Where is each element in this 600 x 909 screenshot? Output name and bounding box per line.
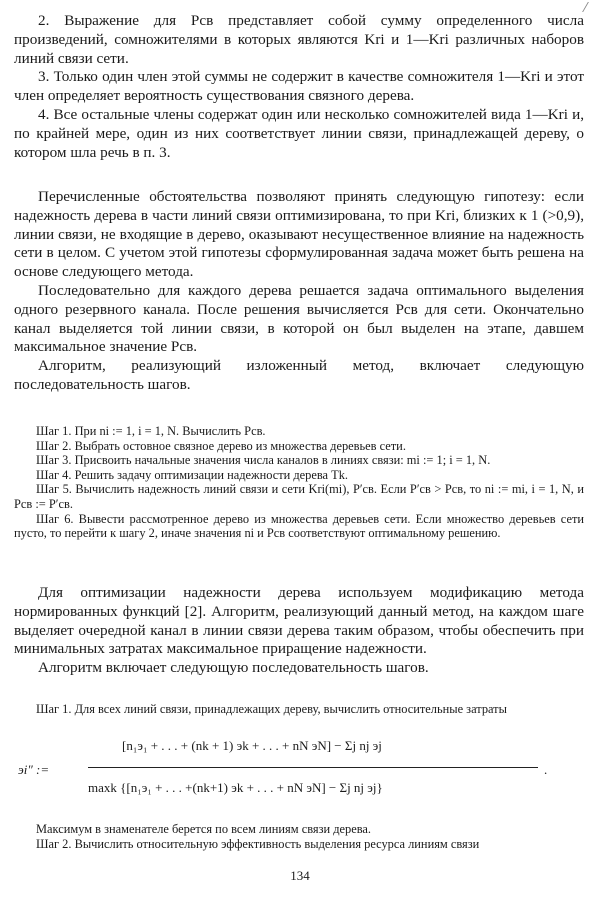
pencil-mark <box>582 2 600 12</box>
paragraph-optimization: Для оптимизации надежности дерева используем модификацию метода нормированных функций [2]. Алгоритм, реализующий данный метод, на каждом шаге выделяет очередной канал в линии связи дерева таким образом, чтобы обеспечить при минимальных затратах максимальное приращение надежности. <box>14 584 584 658</box>
paragraph-hypothesis: Перечисленные обстоятельства позволяют принять следующую гипотезу: если надежность дерева в части линий связи оптимизирована, то при Kri, близких к 1 (>0,9), линии связи, не входящие в дерево, оказывают несущественное влияние на надежность сети в целом. С учетом этой гипотезы сформулированная задача может быть решена на основе следующего метода. <box>14 188 584 281</box>
section-list <box>14 12 584 162</box>
step-1b-block <box>14 702 584 717</box>
step-4: Шаг 4. Решить задачу оптимизации надежности дерева Tk. <box>36 467 349 482</box>
formula-numerator: [n₁э₁ + . . . + (nk + 1) эk + . . . + nN эN] − Σj nj эj <box>122 738 382 753</box>
relative-cost-formula <box>14 732 584 826</box>
paragraph-method: Последовательно для каждого дерева решается задача оптимального выделения одного резервного канала. После решения вычисляется Pсв для сети. Окончательно канал выделяется той линии связи, в которой он был выделен на этапе, давшем максимальное значение Pсв. <box>14 281 584 356</box>
fraction-bar <box>88 767 538 768</box>
formula-denominator: maxk {[n₁э₁ + . . . +(nk+1) эk + . . . + nN эN] − Σj nj эj} <box>88 780 383 795</box>
section-tail <box>14 822 584 851</box>
formula-period: . <box>544 762 548 777</box>
paragraph-item-2: 2. Выражение для Pсв представляет собой сумму определенного числа произведений, сомножителями в которых являются Kri и 1—Kri различных наборов линий связи сети. <box>14 12 584 67</box>
step-1: Шаг 1. При ni := 1, i = 1, N. Вычислить Pсв. <box>36 424 266 438</box>
step-1b: Шаг 1. Для всех линий связи, принадлежащих дереву, вычислить относительные затраты <box>36 702 507 716</box>
paragraph-algorithm-intro: Алгоритм, реализующий изложенный метод, включает следующую последовательность шагов. <box>14 357 584 393</box>
paragraph-steps-intro: Алгоритм включает следующую последовательность шагов. <box>38 659 429 677</box>
section-optimization <box>14 584 584 678</box>
step-6: Шаг 6. Вывести рассмотренное дерево из множества деревьев сети. Если множество деревьев сети пусто, то перейти к шагу 2, иначе значения ni и Pсв соответствуют оптимальному решению. <box>14 511 584 541</box>
steps-list-1 <box>14 424 584 541</box>
paragraph-item-4: 4. Все остальные члены содержат один или несколько сомножителей вида 1—Kri и, по крайней мере, один из них соответствует линии связи, принадлежащей дереву, о котором шла речь в п. 3. <box>14 105 584 161</box>
section-hypothesis <box>14 188 584 395</box>
page-number: 134 <box>290 868 310 883</box>
step-5: Шаг 5. Вычислить надежность линий связи и сети Kri(mi), P′св. Если P′св > Pсв, то ni := mi, i = 1, N, и Pсв := P′св. <box>14 482 584 511</box>
formula-label: эi″ := <box>18 762 50 777</box>
step-2b: Шаг 2. Вычислить относительную эффективность выделения ресурса линиям связи <box>36 836 480 851</box>
step-2: Шаг 2. Выбрать остовное связное дерево из множества деревьев сети. <box>36 438 406 453</box>
paragraph-item-3: 3. Только один член этой суммы не содержит в качестве сомножителя 1—Kri и этот член определяет вероятность существования связного дерева. <box>14 68 584 105</box>
step-3: Шаг 3. Присвоить начальные значения числа каналов в линиях связи: mi := 1; i = 1, N. <box>36 453 491 468</box>
note-max: Максимум в знаменателе берется по всем линиям связи дерева. <box>36 822 371 836</box>
